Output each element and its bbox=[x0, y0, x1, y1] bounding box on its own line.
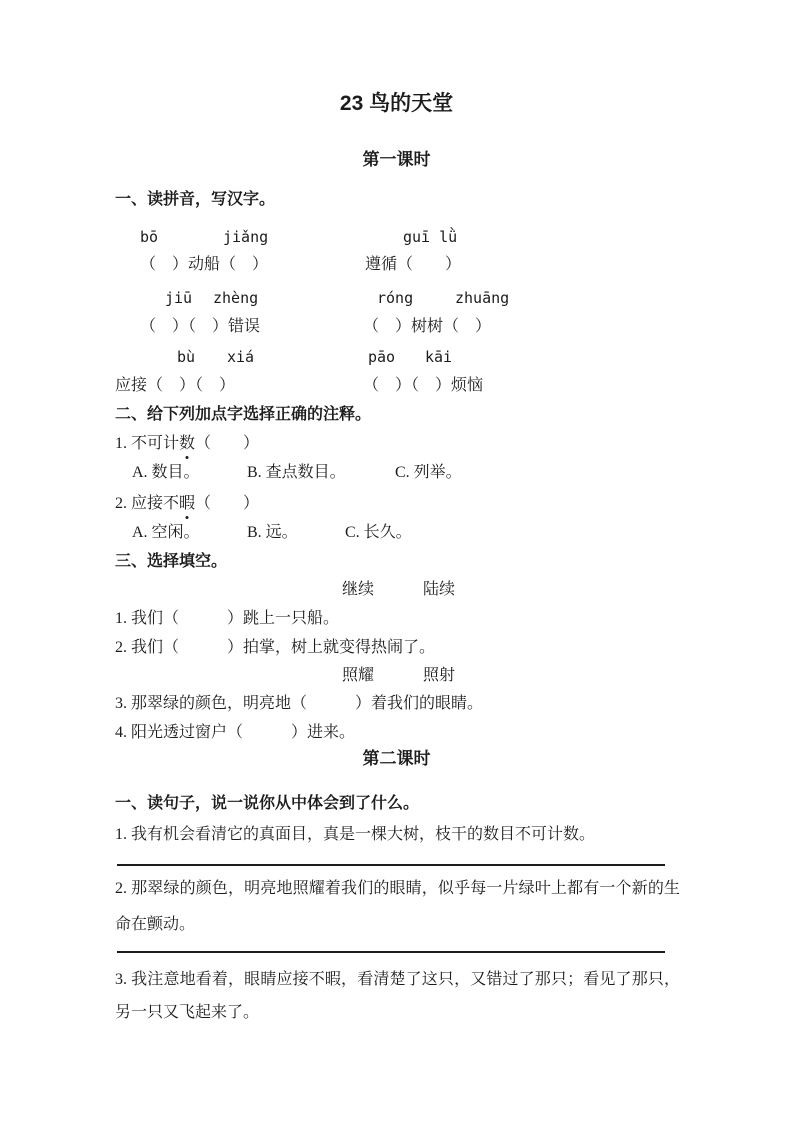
blank-left: （ ）动船（ ） bbox=[140, 256, 269, 273]
option-b: B. 查点数目。 bbox=[247, 464, 346, 481]
bank-word: 陆续 bbox=[423, 581, 456, 598]
blank-row-3 bbox=[0, 375, 793, 397]
bank-word: 继续 bbox=[342, 581, 375, 598]
blank-row-1 bbox=[0, 254, 793, 276]
ex2-options-1 bbox=[0, 462, 793, 484]
bank-word: 照射 bbox=[423, 667, 456, 684]
ex1-heading: 一、读拼音，写汉字。 bbox=[115, 191, 276, 208]
blank-row-2 bbox=[0, 316, 793, 338]
answer-bracket: （ ） bbox=[195, 495, 260, 512]
p2-ex1-heading: 一、读句子，说一说你从中体会到了什么。 bbox=[115, 795, 420, 812]
pinyin-word: zhèng bbox=[213, 289, 259, 307]
question-text: 2. 应接不 bbox=[115, 495, 180, 512]
pinyin-word: jiǎng bbox=[223, 228, 269, 246]
pinyin-row-2 bbox=[0, 287, 793, 309]
blank-right: （ ）树树（ ） bbox=[363, 318, 492, 335]
ex2-options-2 bbox=[0, 522, 793, 544]
pinyin-word: kāi bbox=[425, 348, 453, 366]
blank-left: （ ）（ ）错误 bbox=[140, 318, 261, 335]
ex3-heading: 三、选择填空。 bbox=[115, 553, 228, 570]
blank-right: 遵循（ ） bbox=[365, 256, 462, 273]
answer-line bbox=[117, 951, 665, 953]
ex3-question-4: 4. 阳光透过窗户（ ）进来。 bbox=[115, 724, 356, 741]
pinyin-word: róng bbox=[377, 289, 414, 307]
answer-line bbox=[117, 864, 665, 866]
ex2-heading: 二、给下列加点字选择正确的注释。 bbox=[115, 406, 372, 423]
pinyin-row-3 bbox=[0, 346, 793, 368]
blank-left: 应接（ ）（ ） bbox=[115, 377, 236, 394]
option-c: C. 列举。 bbox=[395, 464, 462, 481]
option-a: A. 空闲。 bbox=[132, 524, 200, 541]
page-title: 23 鸟的天堂 bbox=[339, 92, 454, 115]
blank-right: （ ）（ ）烦恼 bbox=[363, 377, 484, 394]
pinyin-word: pāo bbox=[368, 348, 396, 366]
ex2-question-2 bbox=[115, 493, 259, 515]
p2-sentence-3: 3. 我注意地看着，眼睛应接不暇，看清楚了这只，又错过了那只；看见了那只，另一只又飞起来了。 bbox=[115, 971, 680, 1021]
pinyin-word: xiá bbox=[227, 348, 255, 366]
option-a: A. 数目。 bbox=[132, 464, 200, 481]
dotted-char: 暇 bbox=[179, 495, 196, 512]
pinyin-word: zhuāng bbox=[455, 289, 510, 307]
option-c: C. 长久。 bbox=[345, 524, 412, 541]
ex3-question-1: 1. 我们（ ）跳上一只船。 bbox=[115, 610, 340, 627]
question-text: 1. 不可计 bbox=[115, 435, 180, 452]
word-bank-2 bbox=[0, 665, 793, 687]
pinyin-word: bō bbox=[140, 228, 159, 246]
pinyin-word: guī lǜ bbox=[403, 228, 458, 246]
lesson2-heading: 第二课时 bbox=[362, 749, 431, 768]
ex3-question-3: 3. 那翠绿的颜色，明亮地（ ）着我们的眼睛。 bbox=[115, 695, 484, 712]
ex3-question-2: 2. 我们（ ）拍掌，树上就变得热闹了。 bbox=[115, 639, 436, 656]
option-b: B. 远。 bbox=[247, 524, 298, 541]
ex2-question-1 bbox=[115, 433, 259, 455]
p2-sentence-2: 2. 那翠绿的颜色，明亮地照耀着我们的眼睛，似乎每一片绿叶上都有一个新的生命在颤动。 bbox=[115, 880, 680, 933]
pinyin-word: bù bbox=[177, 348, 196, 366]
pinyin-row-1 bbox=[0, 226, 793, 248]
word-bank-1 bbox=[0, 579, 793, 601]
answer-bracket: （ ） bbox=[195, 435, 260, 452]
lesson1-heading: 第一课时 bbox=[362, 150, 431, 169]
p2-sentence-1: 1. 我有机会看清它的真面目，真是一棵大树，枝干的数目不可计数。 bbox=[115, 826, 596, 843]
pinyin-word: jiū bbox=[165, 289, 193, 307]
dotted-char: 数 bbox=[179, 435, 196, 452]
bank-word: 照耀 bbox=[342, 667, 375, 684]
